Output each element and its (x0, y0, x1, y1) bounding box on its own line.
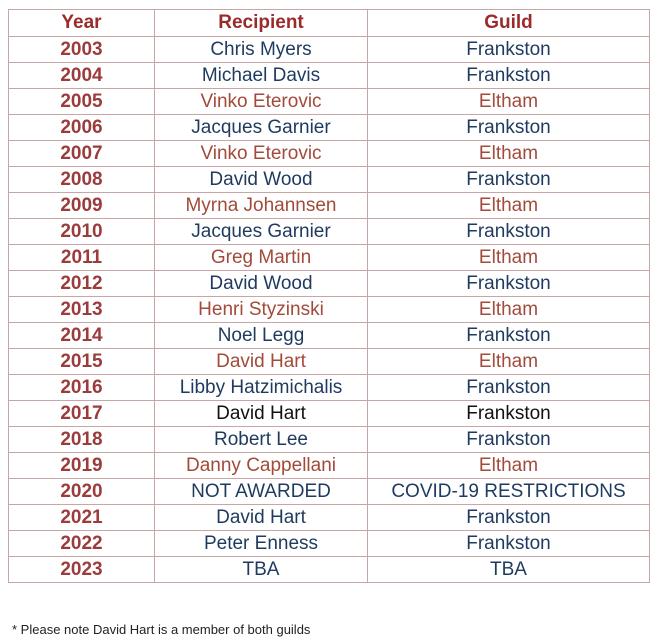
year-cell: 2020 (9, 479, 155, 505)
table-row (9, 479, 650, 505)
recipient-cell: Jacques Garnier (155, 115, 368, 141)
year-cell: 2021 (9, 505, 155, 531)
awards-table (8, 9, 650, 583)
guild-cell: Eltham (368, 89, 650, 115)
recipient-cell: David Wood (155, 271, 368, 297)
recipient-cell: Michael Davis (155, 63, 368, 89)
year-cell: 2019 (9, 453, 155, 479)
table-row (9, 37, 650, 63)
guild-cell: Eltham (368, 349, 650, 375)
table-row (9, 427, 650, 453)
table-row (9, 375, 650, 401)
guild-cell: Eltham (368, 141, 650, 167)
header-year: Year (9, 10, 155, 37)
header-guild: Guild (368, 10, 650, 37)
table-row (9, 297, 650, 323)
guild-cell: Frankston (368, 505, 650, 531)
guild-cell: Frankston (368, 323, 650, 349)
table-header (9, 10, 650, 37)
guild-cell: COVID-19 RESTRICTIONS (368, 479, 650, 505)
year-cell: 2008 (9, 167, 155, 193)
recipient-cell: David Hart (155, 349, 368, 375)
header-recipient: Recipient (155, 10, 368, 37)
year-cell: 2014 (9, 323, 155, 349)
guild-cell: Frankston (368, 115, 650, 141)
table-row (9, 453, 650, 479)
table-row (9, 141, 650, 167)
recipient-cell: TBA (155, 557, 368, 583)
recipient-cell: Libby Hatzimichalis (155, 375, 368, 401)
table-row (9, 167, 650, 193)
table-row (9, 401, 650, 427)
guild-cell: Frankston (368, 63, 650, 89)
recipient-cell: Vinko Eterovic (155, 89, 368, 115)
guild-cell: Frankston (368, 219, 650, 245)
recipient-cell: Noel Legg (155, 323, 368, 349)
table-body (9, 37, 650, 583)
table-row (9, 271, 650, 297)
guild-cell: Frankston (368, 271, 650, 297)
guild-cell: Frankston (368, 37, 650, 63)
guild-cell: Frankston (368, 375, 650, 401)
table-row (9, 63, 650, 89)
table-row (9, 505, 650, 531)
year-cell: 2017 (9, 401, 155, 427)
year-cell: 2011 (9, 245, 155, 271)
year-cell: 2012 (9, 271, 155, 297)
table-row (9, 115, 650, 141)
year-cell: 2003 (9, 37, 155, 63)
table-row (9, 349, 650, 375)
recipient-cell: Greg Martin (155, 245, 368, 271)
year-cell: 2010 (9, 219, 155, 245)
header-row (9, 10, 650, 37)
guild-cell: Eltham (368, 245, 650, 271)
recipient-cell: NOT AWARDED (155, 479, 368, 505)
year-cell: 2009 (9, 193, 155, 219)
recipient-cell: Myrna Johannsen (155, 193, 368, 219)
guild-cell: Frankston (368, 427, 650, 453)
guild-cell: Eltham (368, 193, 650, 219)
guild-cell: Frankston (368, 167, 650, 193)
year-cell: 2004 (9, 63, 155, 89)
guild-cell: Frankston (368, 401, 650, 427)
table-row (9, 219, 650, 245)
footnote: * Please note David Hart is a member of both guilds (12, 622, 311, 637)
year-cell: 2007 (9, 141, 155, 167)
guild-cell: TBA (368, 557, 650, 583)
recipient-cell: Jacques Garnier (155, 219, 368, 245)
table-row (9, 557, 650, 583)
year-cell: 2023 (9, 557, 155, 583)
year-cell: 2013 (9, 297, 155, 323)
year-cell: 2005 (9, 89, 155, 115)
recipient-cell: Peter Enness (155, 531, 368, 557)
recipient-cell: Chris Myers (155, 37, 368, 63)
table-row (9, 89, 650, 115)
year-cell: 2015 (9, 349, 155, 375)
recipient-cell: Henri Styzinski (155, 297, 368, 323)
table-row (9, 193, 650, 219)
guild-cell: Eltham (368, 297, 650, 323)
recipient-cell: David Wood (155, 167, 368, 193)
guild-cell: Frankston (368, 531, 650, 557)
year-cell: 2022 (9, 531, 155, 557)
year-cell: 2006 (9, 115, 155, 141)
table-row (9, 323, 650, 349)
recipient-cell: David Hart (155, 401, 368, 427)
recipient-cell: David Hart (155, 505, 368, 531)
year-cell: 2016 (9, 375, 155, 401)
recipient-cell: Vinko Eterovic (155, 141, 368, 167)
table-row (9, 531, 650, 557)
table-row (9, 245, 650, 271)
recipient-cell: Robert Lee (155, 427, 368, 453)
year-cell: 2018 (9, 427, 155, 453)
guild-cell: Eltham (368, 453, 650, 479)
recipient-cell: Danny Cappellani (155, 453, 368, 479)
